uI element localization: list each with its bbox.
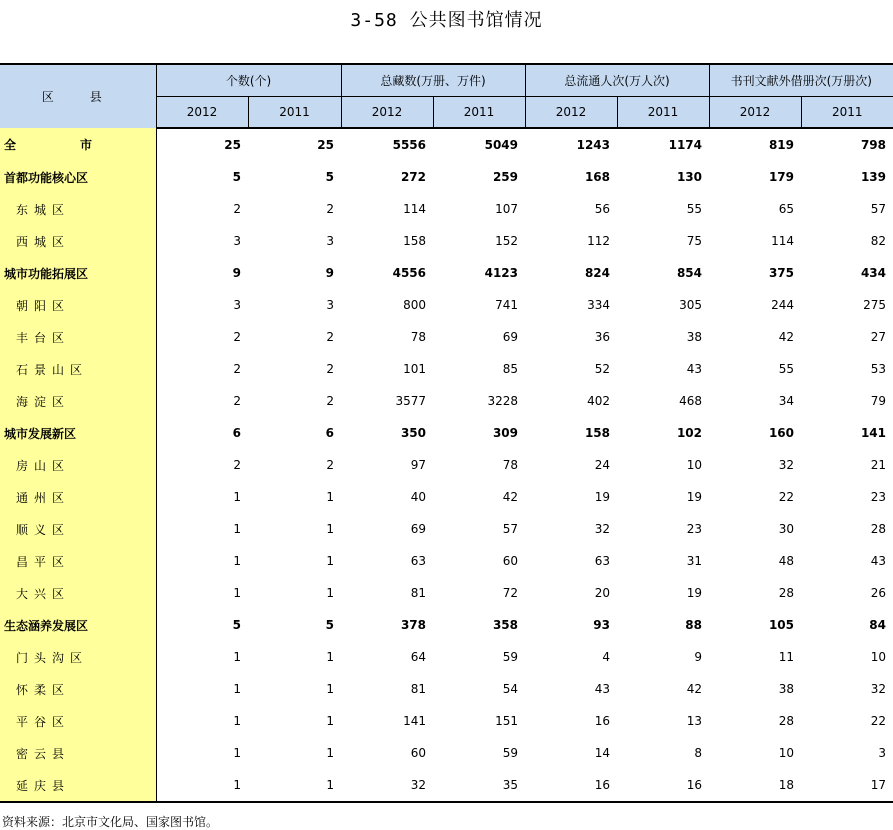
value-cell: 63 (594, 554, 610, 568)
value-cell: 81 (410, 682, 426, 696)
value-cell: 5 (325, 618, 334, 632)
value-cell: 60 (410, 746, 426, 760)
value-cell: 130 (676, 170, 702, 184)
value-cell: 19 (686, 586, 702, 600)
value-cell: 38 (778, 682, 794, 696)
region-name-cell: 海淀区 (0, 385, 156, 417)
region-name-cell: 生态涵养发展区 (0, 609, 156, 641)
value-cell: 22 (870, 714, 886, 728)
value-cell: 350 (400, 426, 426, 440)
value-cell: 105 (768, 618, 794, 632)
value-cell: 4 (602, 650, 610, 664)
year-header: 2011 (801, 97, 893, 129)
region-name-cell: 西城区 (0, 225, 156, 257)
region-name-cell: 石景山区 (0, 353, 156, 385)
value-cell: 48 (778, 554, 794, 568)
value-cell: 64 (410, 650, 426, 664)
value-cell: 468 (679, 394, 702, 408)
value-cell: 1 (326, 586, 334, 600)
value-cell: 42 (778, 330, 794, 344)
value-cell: 19 (686, 490, 702, 504)
value-cell: 97 (410, 458, 426, 472)
table-row (0, 128, 893, 161)
value-cell: 819 (768, 138, 794, 152)
value-cell: 107 (495, 202, 518, 216)
value-cell: 2 (233, 458, 241, 472)
value-cell: 3 (233, 234, 241, 248)
value-cell: 5 (232, 170, 241, 184)
region-name-cell: 延庆县 (0, 769, 156, 802)
value-cell: 59 (502, 650, 518, 664)
year-header: 2012 (525, 97, 617, 129)
value-cell: 85 (502, 362, 518, 376)
value-cell: 1 (233, 522, 241, 536)
value-cell: 40 (410, 490, 426, 504)
region-name-cell: 顺义区 (0, 513, 156, 545)
value-cell: 30 (778, 522, 794, 536)
value-cell: 9 (694, 650, 702, 664)
value-cell: 244 (771, 298, 794, 312)
value-cell: 55 (778, 362, 794, 376)
table-row (0, 737, 893, 769)
region-name-cell: 昌平区 (0, 545, 156, 577)
value-cell: 160 (768, 426, 794, 440)
value-cell: 88 (685, 618, 702, 632)
region-name-cell: 通州区 (0, 481, 156, 513)
value-cell: 1 (326, 522, 334, 536)
value-cell: 28 (778, 586, 794, 600)
value-cell: 112 (587, 234, 610, 248)
value-cell: 114 (403, 202, 426, 216)
value-cell: 741 (495, 298, 518, 312)
value-cell: 6 (232, 426, 241, 440)
value-cell: 43 (594, 682, 610, 696)
value-cell: 3 (878, 746, 886, 760)
value-cell: 402 (587, 394, 610, 408)
value-cell: 14 (594, 746, 610, 760)
value-cell: 17 (801, 769, 893, 802)
value-cell: 275 (863, 298, 886, 312)
value-cell: 79 (870, 394, 886, 408)
year-header: 2011 (248, 97, 341, 129)
value-cell: 8 (694, 746, 702, 760)
table-row (0, 673, 893, 705)
value-cell: 9 (232, 266, 241, 280)
value-cell: 69 (502, 330, 518, 344)
group-header-visits: 总流通人次(万人次) (525, 64, 709, 97)
value-cell: 168 (584, 170, 610, 184)
group-header-holdings: 总藏数(万册、万件) (341, 64, 525, 97)
value-cell: 4123 (484, 266, 518, 280)
region-name-cell: 朝阳区 (0, 289, 156, 321)
table-row (0, 641, 893, 673)
table-row (0, 545, 893, 577)
value-cell: 2 (233, 394, 241, 408)
year-header: 2012 (341, 97, 433, 129)
table-body (0, 128, 893, 802)
value-cell: 5 (325, 170, 334, 184)
value-cell: 2 (233, 330, 241, 344)
value-cell: 358 (492, 618, 518, 632)
value-cell: 25 (317, 138, 334, 152)
value-cell: 16 (525, 769, 617, 802)
value-cell: 32 (778, 458, 794, 472)
year-header: 2012 (156, 97, 248, 129)
value-cell: 28 (778, 714, 794, 728)
year-header: 2011 (617, 97, 709, 129)
value-cell: 2 (326, 458, 334, 472)
value-cell: 158 (584, 426, 610, 440)
value-cell: 9 (325, 266, 334, 280)
region-name-cell: 怀柔区 (0, 673, 156, 705)
value-cell: 24 (594, 458, 610, 472)
value-cell: 36 (594, 330, 610, 344)
region-name-cell: 密云县 (0, 737, 156, 769)
value-cell: 1 (248, 769, 341, 802)
value-cell: 2 (326, 330, 334, 344)
value-cell: 824 (584, 266, 610, 280)
value-cell: 72 (502, 586, 518, 600)
value-cell: 5 (232, 618, 241, 632)
value-cell: 10 (778, 746, 794, 760)
value-cell: 1 (233, 682, 241, 696)
value-cell: 158 (403, 234, 426, 248)
table-row (0, 321, 893, 353)
value-cell: 35 (433, 769, 525, 802)
value-cell: 18 (709, 769, 801, 802)
value-cell: 1 (326, 554, 334, 568)
value-cell: 43 (870, 554, 886, 568)
value-cell: 32 (594, 522, 610, 536)
value-cell: 5049 (484, 138, 518, 152)
value-cell: 38 (686, 330, 702, 344)
value-cell: 56 (594, 202, 610, 216)
value-cell: 1 (326, 490, 334, 504)
value-cell: 2 (326, 202, 334, 216)
value-cell: 28 (870, 522, 886, 536)
library-stats-table (0, 63, 893, 803)
value-cell: 10 (870, 650, 886, 664)
value-cell: 3577 (395, 394, 426, 408)
table-row (0, 385, 893, 417)
value-cell: 32 (341, 769, 433, 802)
value-cell: 60 (502, 554, 518, 568)
value-cell: 1 (326, 746, 334, 760)
value-cell: 81 (410, 586, 426, 600)
table-row (0, 609, 893, 641)
value-cell: 2 (233, 202, 241, 216)
value-cell: 259 (492, 170, 518, 184)
region-name-cell: 首都功能核心区 (0, 161, 156, 193)
table-row (0, 481, 893, 513)
value-cell: 93 (593, 618, 610, 632)
value-cell: 3 (326, 234, 334, 248)
value-cell: 52 (594, 362, 610, 376)
value-cell: 5556 (392, 138, 426, 152)
year-header: 2012 (709, 97, 801, 129)
region-name-cell: 门头沟区 (0, 641, 156, 673)
value-cell: 1 (233, 746, 241, 760)
value-cell: 305 (679, 298, 702, 312)
value-cell: 2 (233, 362, 241, 376)
value-cell: 3228 (487, 394, 518, 408)
value-cell: 139 (860, 170, 886, 184)
value-cell: 1 (326, 650, 334, 664)
page-title: 3-58 公共图书馆情况 (350, 10, 543, 31)
value-cell: 34 (778, 394, 794, 408)
table-row (0, 289, 893, 321)
value-cell: 69 (410, 522, 426, 536)
value-cell: 16 (594, 714, 610, 728)
source-note: 资料来源：北京市文化局、国家图书馆。 (2, 815, 219, 829)
value-cell: 3 (326, 298, 334, 312)
value-cell: 20 (594, 586, 610, 600)
value-cell: 57 (502, 522, 518, 536)
value-cell: 1174 (668, 138, 702, 152)
value-cell: 4556 (392, 266, 426, 280)
value-cell: 151 (495, 714, 518, 728)
value-cell: 82 (870, 234, 886, 248)
region-name-cell: 丰台区 (0, 321, 156, 353)
value-cell: 6 (325, 426, 334, 440)
value-cell: 334 (587, 298, 610, 312)
value-cell: 798 (860, 138, 886, 152)
value-cell: 1 (233, 714, 241, 728)
value-cell: 179 (768, 170, 794, 184)
table-row (0, 705, 893, 737)
region-name-cell: 全 市 (0, 128, 156, 161)
value-cell: 1 (233, 650, 241, 664)
value-cell: 800 (403, 298, 426, 312)
group-header-loans: 书刊文献外借册次(万册次) (709, 64, 893, 97)
region-name-cell: 平谷区 (0, 705, 156, 737)
value-cell: 272 (400, 170, 426, 184)
value-cell: 65 (778, 202, 794, 216)
region-name-cell: 大兴区 (0, 577, 156, 609)
value-cell: 1 (156, 769, 248, 802)
value-cell: 59 (502, 746, 518, 760)
value-cell: 21 (870, 458, 886, 472)
value-cell: 114 (771, 234, 794, 248)
table-row (0, 161, 893, 193)
region-name-cell: 东城区 (0, 193, 156, 225)
value-cell: 1243 (576, 138, 610, 152)
region-name-cell: 房山区 (0, 449, 156, 481)
table-row (0, 449, 893, 481)
region-name-cell: 城市功能拓展区 (0, 257, 156, 289)
table-row (0, 417, 893, 449)
table-row (0, 769, 893, 802)
value-cell: 152 (495, 234, 518, 248)
value-cell: 27 (870, 330, 886, 344)
value-cell: 16 (617, 769, 709, 802)
value-cell: 1 (233, 586, 241, 600)
region-column-header: 区 县 (0, 64, 156, 128)
value-cell: 2 (326, 394, 334, 408)
value-cell: 11 (778, 650, 794, 664)
value-cell: 32 (870, 682, 886, 696)
region-name-cell: 城市发展新区 (0, 417, 156, 449)
value-cell: 25 (224, 138, 241, 152)
value-cell: 10 (686, 458, 702, 472)
value-cell: 1 (326, 682, 334, 696)
value-cell: 141 (403, 714, 426, 728)
table-row (0, 577, 893, 609)
value-cell: 22 (778, 490, 794, 504)
value-cell: 19 (594, 490, 610, 504)
table-row (0, 193, 893, 225)
value-cell: 102 (676, 426, 702, 440)
table-row (0, 257, 893, 289)
value-cell: 1 (233, 490, 241, 504)
value-cell: 101 (403, 362, 426, 376)
value-cell: 23 (870, 490, 886, 504)
value-cell: 141 (860, 426, 886, 440)
value-cell: 13 (686, 714, 702, 728)
value-cell: 26 (870, 586, 886, 600)
value-cell: 1 (326, 714, 334, 728)
table-row (0, 225, 893, 257)
value-cell: 854 (676, 266, 702, 280)
table-row (0, 353, 893, 385)
value-cell: 78 (502, 458, 518, 472)
value-cell: 55 (686, 202, 702, 216)
value-cell: 57 (870, 202, 886, 216)
value-cell: 84 (869, 618, 886, 632)
value-cell: 53 (870, 362, 886, 376)
year-header: 2011 (433, 97, 525, 129)
group-header-count: 个数(个) (156, 64, 341, 97)
value-cell: 3 (233, 298, 241, 312)
value-cell: 23 (686, 522, 702, 536)
value-cell: 42 (502, 490, 518, 504)
value-cell: 75 (686, 234, 702, 248)
value-cell: 63 (410, 554, 426, 568)
value-cell: 309 (492, 426, 518, 440)
value-cell: 42 (686, 682, 702, 696)
value-cell: 1 (233, 554, 241, 568)
value-cell: 43 (686, 362, 702, 376)
value-cell: 434 (860, 266, 886, 280)
value-cell: 78 (410, 330, 426, 344)
value-cell: 378 (400, 618, 426, 632)
value-cell: 31 (686, 554, 702, 568)
value-cell: 375 (768, 266, 794, 280)
value-cell: 54 (502, 682, 518, 696)
value-cell: 2 (326, 362, 334, 376)
table-row (0, 513, 893, 545)
